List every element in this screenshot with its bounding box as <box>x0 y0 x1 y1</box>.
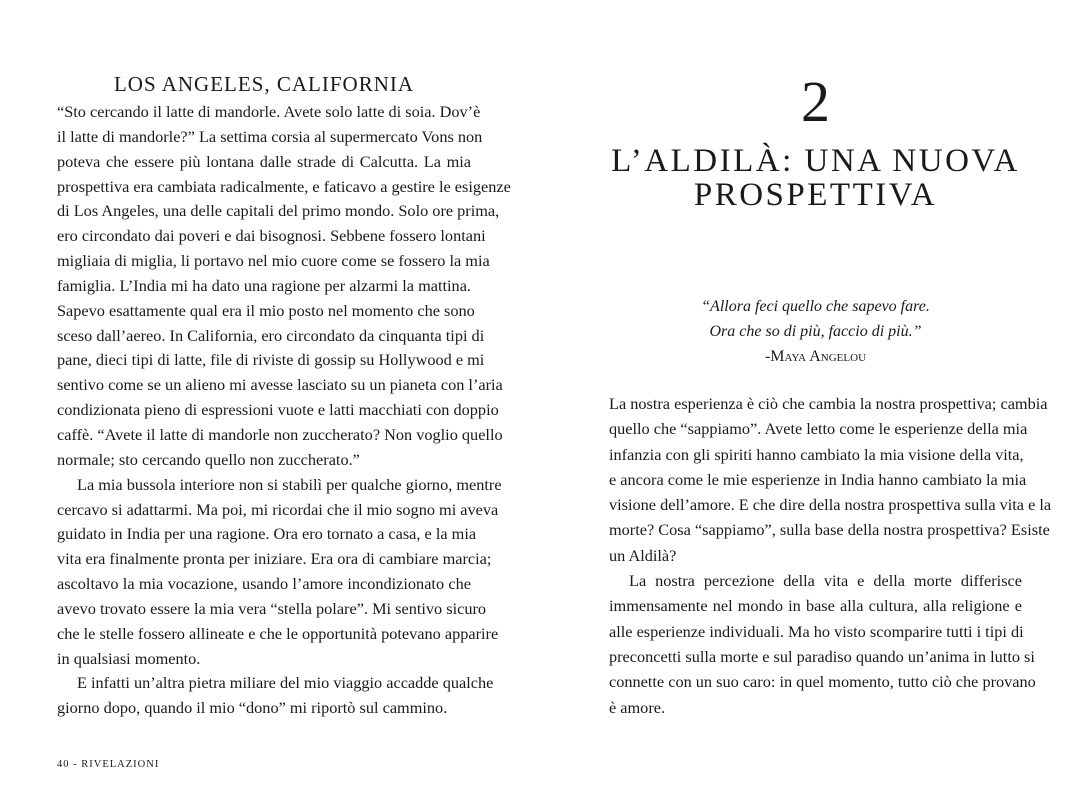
text-line: La nostra esperienza è ciò che cambia la nostra prospettiva; cambia <box>609 394 1048 413</box>
text-line: ero circondato dai poveri e dai bisognosi. Sebbene fossero lontani <box>57 226 486 246</box>
chapter-title-line: PROSPETTIVA <box>693 177 938 213</box>
text-line: Sapevo esattamente qual era il mio posto nel momento che sono <box>57 300 475 320</box>
text-line: in qualsiasi momento. <box>57 648 201 668</box>
text-line: “Sto cercando il latte di mandorle. Avete solo latte di soia. Dov’è <box>57 102 481 121</box>
epigraph-line: “Allora feci quello che sapevo fare. <box>701 298 930 315</box>
chapter-number: 2 <box>801 69 830 134</box>
text-line: giorno dopo, quando il mio “dono” mi riportò sul cammino. <box>57 698 448 718</box>
text-line: migliaia di miglia, li portavo nel mio cuore come se fossero la mia <box>57 251 490 271</box>
text-line: alle esperienze individuali. Ma ho visto scomparire tutti i tipi di <box>609 621 1024 641</box>
text-line: pane, dieci tipi di latte, file di riviste di gossip su Hollywood e mi <box>57 350 485 370</box>
text-line: visione dell’amore. E che dire della nostra prospettiva sulla vita e la <box>609 495 1052 515</box>
text-line: di Los Angeles, una delle capitali del primo mondo. Solo ore prima, <box>57 201 500 221</box>
text-line: E infatti un’altra pietra miliare del mio viaggio accadde qualche <box>77 673 494 693</box>
right-body-text <box>609 391 1052 720</box>
text-line: il latte di mandorle?” La settima corsia al supermercato Vons non <box>57 126 483 146</box>
text-line: guidato in India per una ragione. Ora ero tornato a casa, e la mia <box>57 524 477 544</box>
text-line: normale; sto cercando quello non zuccherato.” <box>57 449 360 469</box>
text-line: poteva che essere più lontana dalle strade di Calcutta. La mia <box>57 151 471 171</box>
text-line: ascoltavo la mia vocazione, usando l’amore incondizionato che <box>57 574 471 594</box>
left-body-text <box>57 100 511 721</box>
text-line: La nostra percezione della vita e della morte differisce <box>629 571 1022 591</box>
text-line: un Aldilà? <box>609 545 677 565</box>
text-line: vita era finalmente pronta per iniziare. Era ora di cambiare marcia; <box>57 549 492 569</box>
text-line: famiglia. L’India mi ha dato una ragione per alzarmi la mattina. <box>57 275 471 295</box>
text-line: caffè. “Avete il latte di mandorle non zuccherato? Non voglio quello <box>57 424 503 444</box>
text-line: quello che “sappiamo”. Avete letto come le esperienze della mia <box>609 419 1028 439</box>
text-line: sentivo come se un alieno mi avesse lasciato su un pianeta con l’aria <box>57 375 503 395</box>
text-line: condizionata pieno di espressioni vuote e latti macchiati con doppio <box>57 400 499 420</box>
text-line: La mia bussola interiore non si stabilì per qualche giorno, mentre <box>77 474 502 494</box>
text-line: infanzia con gli spiriti hanno cambiato la mia visione della vita, <box>609 444 1024 464</box>
section-heading: LOS ANGELES, CALIFORNIA <box>113 72 415 96</box>
text-line: avevo trovato essere la mia vera “stella polare”. Mi sentivo sicuro <box>57 598 487 618</box>
left-page <box>57 0 511 810</box>
epigraph-line: Ora che so di più, faccio di più.” <box>709 323 922 340</box>
text-line: connette con un suo caro: in quel momento, tutto ciò che provano <box>609 672 1036 692</box>
chapter-title-line: L’ALDILÀ: UNA NUOVA <box>611 143 1020 179</box>
epigraph <box>609 294 1022 369</box>
text-line: e ancora come le mie esperienze in India hanno cambiato la mia <box>609 469 1027 489</box>
text-line: che le stelle fossero allineate e che le opportunità potevano apparire <box>57 623 499 643</box>
text-line: immensamente nel mondo in base alla cultura, alla religione e <box>609 596 1022 616</box>
text-line: morte? Cosa “sappiamo”, sulla base della nostra prospettiva? Esiste <box>609 520 1050 540</box>
text-line: preconcetti sulla morte e sul paradiso quando un’anima in lutto si <box>609 646 1035 666</box>
text-line: sceso dall’aereo. In California, ero circondato da cinquanta tipi di <box>57 325 485 345</box>
chapter-title <box>609 144 1022 212</box>
text-line: prospettiva era cambiata radicalmente, e faticavo a gestire le esigenze <box>57 176 511 196</box>
text-line: è amore. <box>609 697 666 717</box>
page-folio: 40 - RIVELAZIONI <box>57 759 160 770</box>
right-page <box>609 0 1052 810</box>
epigraph-author: -Maya Angelou <box>764 348 867 365</box>
text-line: cercavo si adattarmi. Ma poi, mi ricordai che il mio sogno mi aveva <box>57 499 499 519</box>
